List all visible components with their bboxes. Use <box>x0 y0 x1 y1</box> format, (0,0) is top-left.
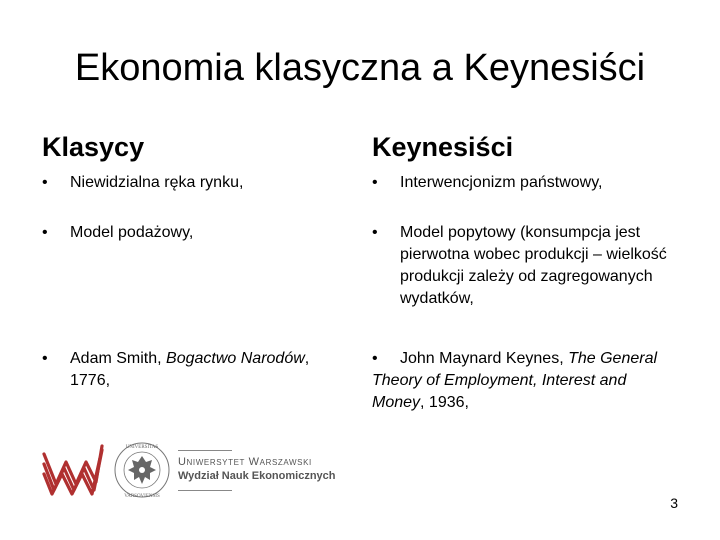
keynesians-item-interventionism: Interwencjonizm państwowy, <box>400 174 603 191</box>
bullet: • <box>42 350 48 367</box>
classics-item-adam-smith <box>70 348 350 392</box>
book-title: Bogactwo Narodów <box>166 350 305 367</box>
classics-item-supply-model: Model podażowy, <box>70 224 194 241</box>
item-text: Adam Smith, <box>70 350 167 367</box>
slide-title: Ekonomia klasyczna a Keynesiści <box>74 47 646 89</box>
logo-divider <box>178 450 232 451</box>
faculty-name: Wydział Nauk Ekonomicznych <box>178 470 336 482</box>
university-name: Uniwersytet Warszawski <box>178 456 312 468</box>
seal-top-text: UNIVERSITAS <box>125 445 159 450</box>
book-title: The General Theory of Employment, Interest and Money <box>372 350 658 411</box>
bullet: • <box>372 350 378 367</box>
logo-divider <box>178 490 232 491</box>
classics-item-invisible-hand: Niewidzialna ręka rynku, <box>70 174 244 191</box>
page-number: 3 <box>670 495 678 511</box>
bullet: • <box>372 224 378 241</box>
keynesians-item-keynes <box>372 348 672 414</box>
bullet: • <box>42 224 48 241</box>
bullet: • <box>42 174 48 191</box>
item-text: John Maynard Keynes, <box>400 350 569 367</box>
university-seal-icon <box>112 440 172 500</box>
bullet: • <box>372 174 378 191</box>
keynesians-item-demand-model: Model popytowy (konsumpcja jest pierwotna wobec produkcji – wielkość produkcji zależy od zagregowanych wydatków, <box>400 224 667 307</box>
item-text: , 1936, <box>420 394 469 411</box>
column-heading-classics: Klasycy <box>42 132 145 162</box>
seal-bottom-text: VARSOVIENSIS <box>124 494 160 499</box>
item-text: , 1776, <box>70 350 310 389</box>
column-heading-keynesians: Keynesiści <box>372 132 514 162</box>
faculty-logo-icon <box>40 444 104 496</box>
